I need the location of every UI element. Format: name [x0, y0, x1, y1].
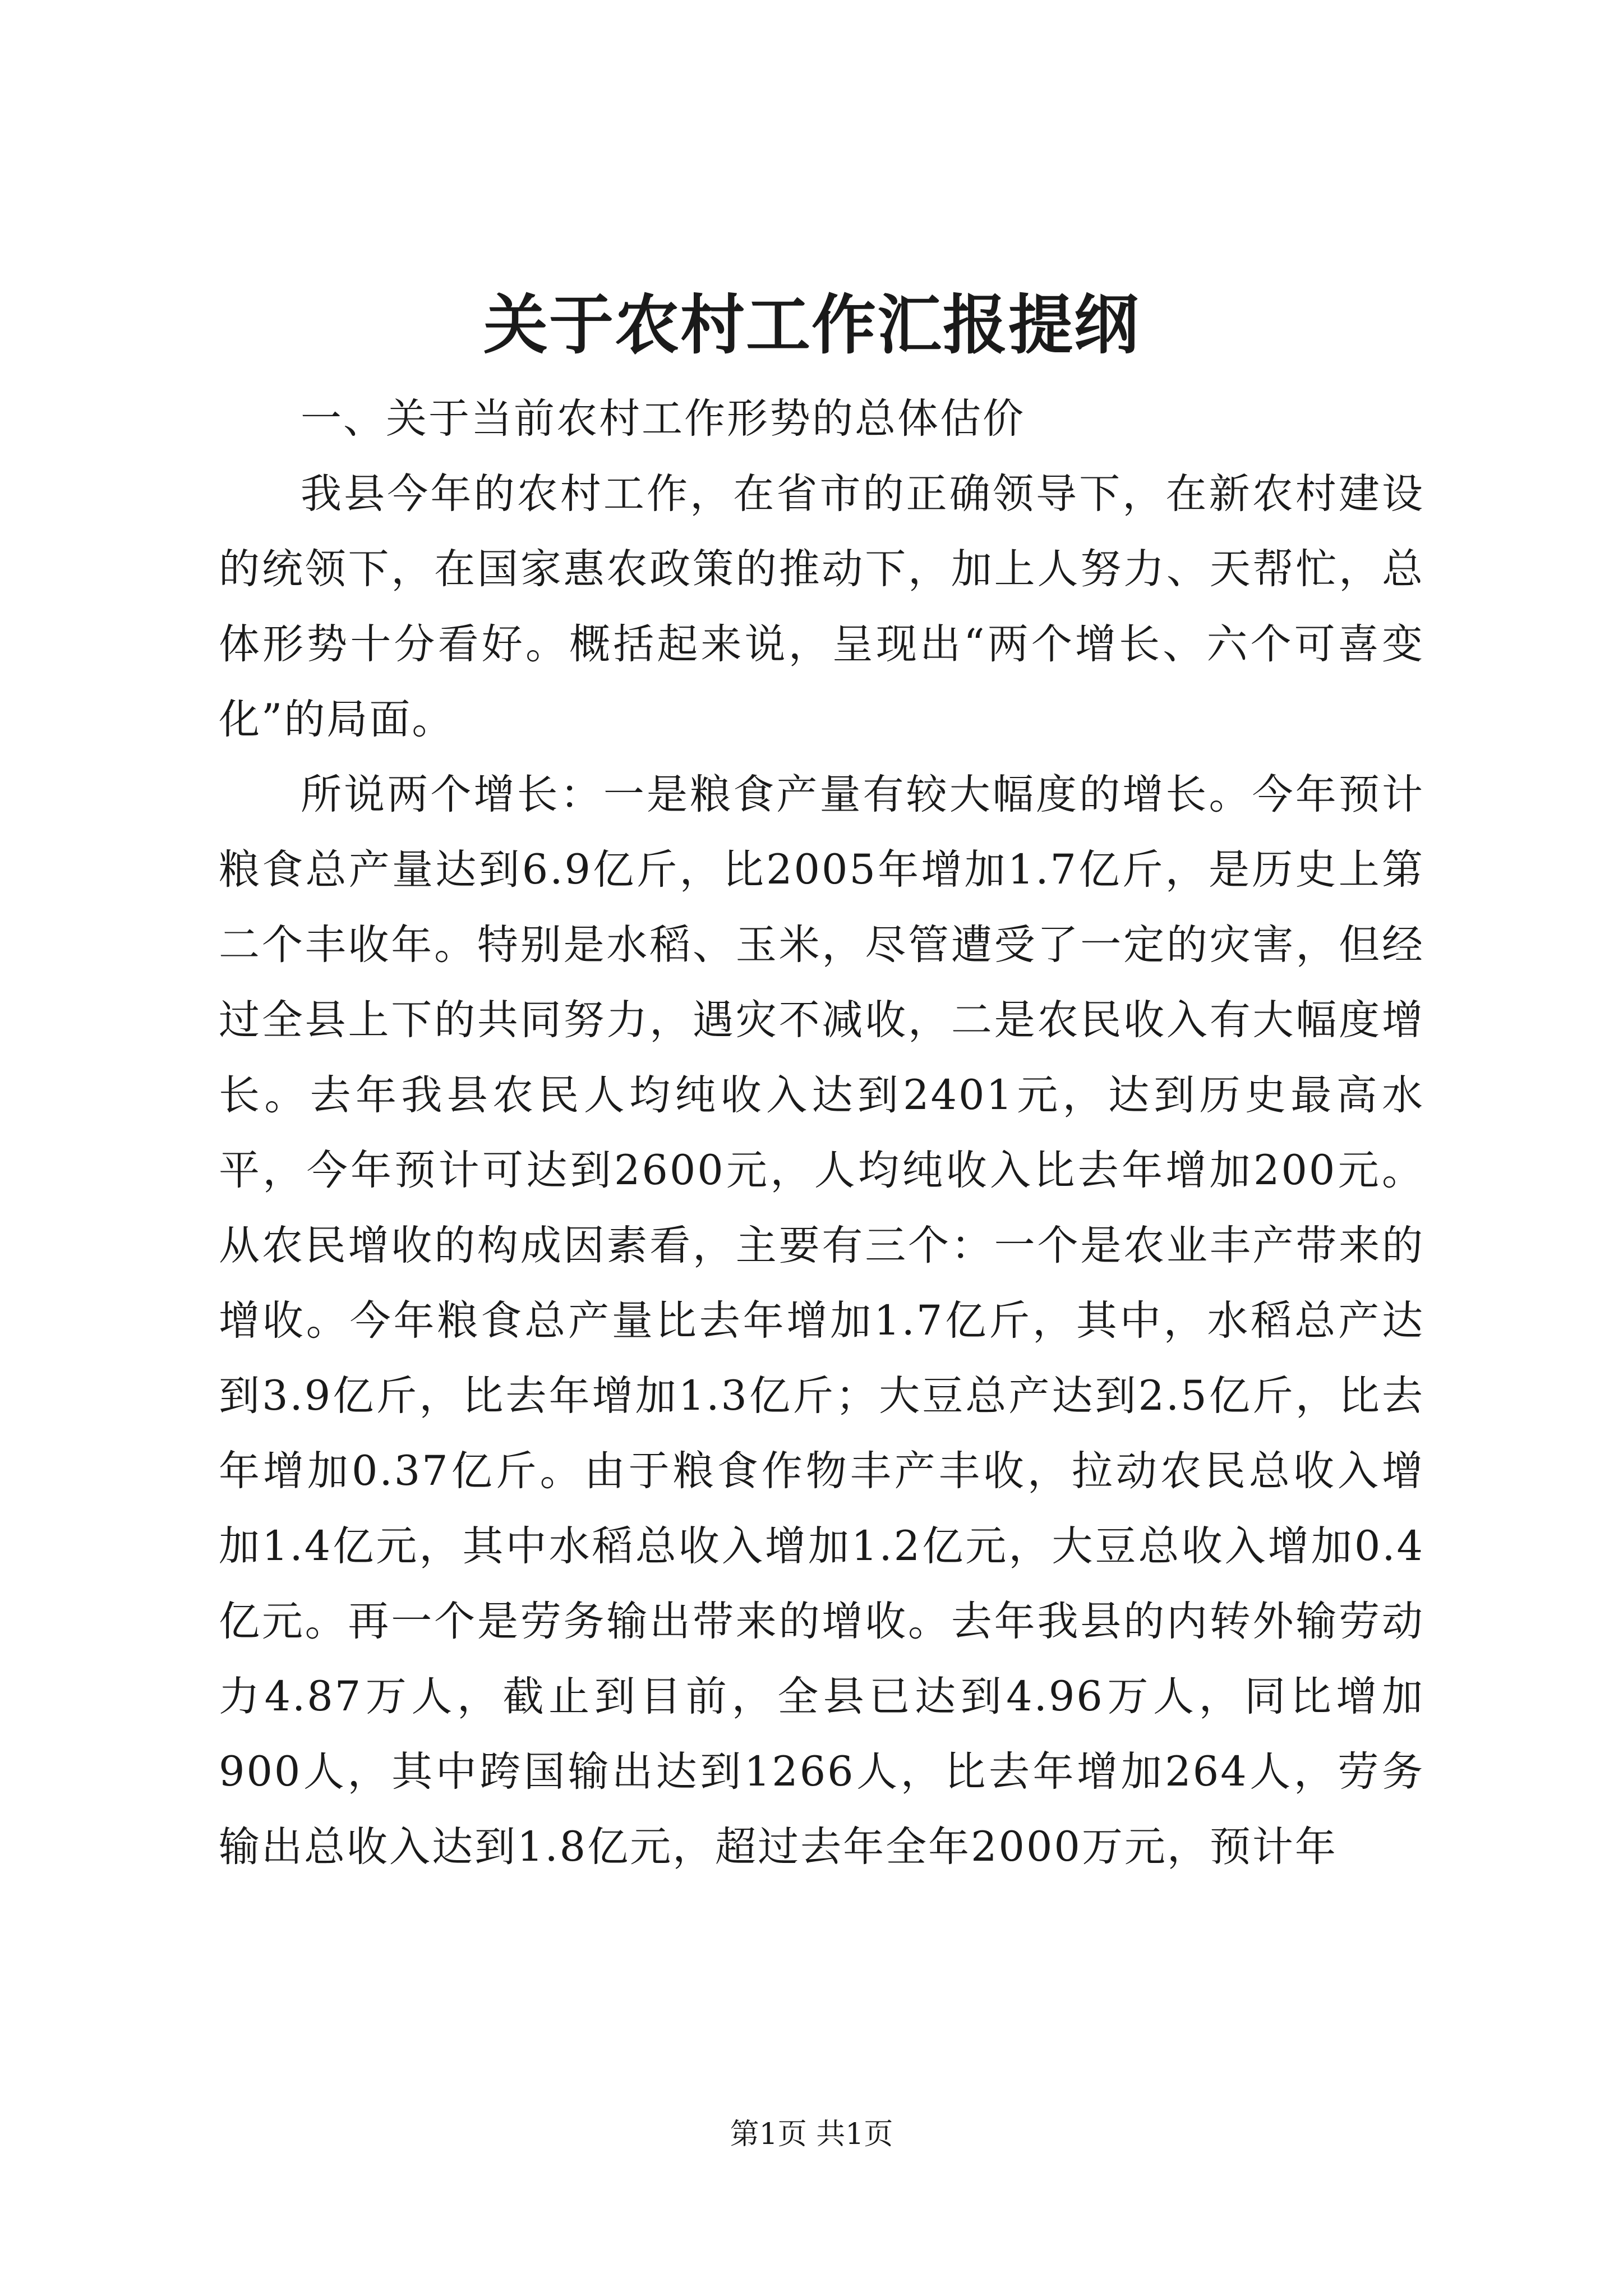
page-footer: 第1页 共1页: [730, 2118, 893, 2151]
paragraph: 所说两个增长：一是粮食产量有较大幅度的增长。今年预计粮食总产量达到6.9亿斤，比2005年增加1.7亿斤，是历史上第二个丰收年。特别是水稻、玉米，尽管遭受了一定的灾害，但经过全县上下的共同努力，遇灾不减收，二是农民收入有大幅度增长。去年我县农民人均纯收入达到2401元，达到历史最高水平，今年预计可达到2600元，人均纯收入比去年增加200元。从农民增收的构成因素看，主要有三个：一个是农业丰产带来的增收。今年粮食总产量比去年增加1.7亿斤，其中，水稻总产达到3.9亿斤，比去年增加1.3亿斤；大豆总产达到2.5亿斤，比去年增加0.37亿斤。由于粮食作物丰产丰收，拉动农民总收入增加1.4亿元，其中水稻总收入增加1.2亿元，大豆总收入增加0.4亿元。再一个是劳务输出带来的增收。去年我县的内转外输劳动力4.87万人，截止到目前，全县已达到4.96万人，同比增加900人，其中跨国输出达到1266人，比去年增加264人，劳务输出总收入达到1.8亿元，超过去年全年2000万元，预计年: [219, 771, 1424, 1871]
document-body: [219, 381, 1424, 1885]
document-title: 关于农村工作汇报提纲: [483, 287, 1140, 363]
paragraph: 我县今年的农村工作，在省市的正确领导下，在新农村建设的统领下，在国家惠农政策的推动下，加上人努力、天帮忙，总体形势十分看好。概括起来说，呈现出“两个增长、六个可喜变化”的局面。: [219, 470, 1424, 743]
section-heading: 一、关于当前农村工作形势的总体估价: [301, 395, 1025, 443]
